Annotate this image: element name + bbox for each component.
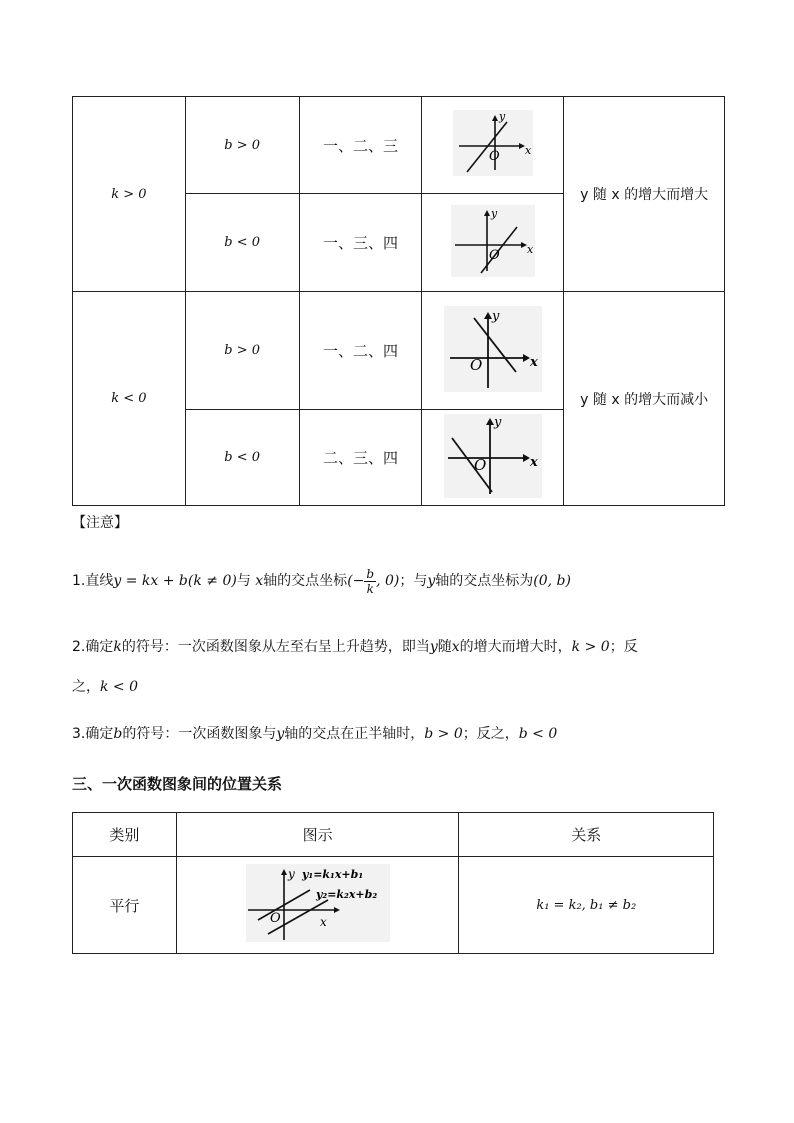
graph-cell bbox=[422, 194, 564, 292]
position-relation-table bbox=[72, 812, 714, 954]
text: 轴的交点坐标为 bbox=[435, 573, 534, 589]
graph-cell bbox=[176, 857, 459, 954]
graph-k-pos-b-pos bbox=[453, 110, 533, 176]
numerator: b bbox=[366, 566, 375, 581]
graph-cell bbox=[422, 410, 564, 506]
text: 的符号：一次函数图象与 bbox=[122, 726, 277, 742]
b-condition-cell: b < 0 bbox=[185, 410, 299, 506]
variable: b bbox=[113, 726, 123, 742]
denominator: k bbox=[366, 581, 374, 596]
y-axis-label: y bbox=[491, 308, 500, 324]
graph-k-neg-b-pos bbox=[444, 306, 542, 392]
text: 2.确定 bbox=[72, 639, 114, 655]
graph-k-pos-b-neg bbox=[451, 205, 535, 277]
x-axis-label: x bbox=[529, 354, 538, 370]
variable: y bbox=[427, 573, 436, 589]
x-axis-label: x bbox=[524, 144, 532, 157]
text: 与 bbox=[236, 573, 251, 589]
linear-function-table bbox=[72, 96, 725, 506]
variable: y bbox=[276, 726, 285, 742]
y-axis-label: y bbox=[493, 414, 502, 430]
note-item-3 bbox=[72, 723, 557, 743]
equation: y = kx + b(k ≠ 0) bbox=[113, 573, 237, 589]
x-axis-label: x bbox=[526, 242, 534, 256]
x-axis-label: x bbox=[319, 915, 327, 929]
header-relation: 关系 bbox=[459, 813, 714, 857]
graph-cell bbox=[422, 97, 564, 194]
variable: x bbox=[451, 639, 460, 655]
text: 的符号：一次函数图象从左至右呈上升趋势，即当 bbox=[121, 639, 430, 655]
variable: k bbox=[113, 639, 122, 655]
text: ；反之， bbox=[462, 726, 519, 742]
quadrants-cell: 一、二、四 bbox=[299, 292, 422, 410]
text: 1.直线 bbox=[72, 573, 114, 589]
note-item-2-cont bbox=[72, 676, 138, 696]
header-graph: 图示 bbox=[176, 813, 459, 857]
quadrants-cell: 一、二、三 bbox=[299, 97, 422, 194]
section-heading: 三、一次函数图象间的位置关系 bbox=[72, 775, 283, 793]
quadrants-cell: 二、三、四 bbox=[299, 410, 422, 506]
text: 的增大而增大时， bbox=[459, 639, 572, 655]
property-decreasing: y 随 x 的增大而减小 bbox=[564, 292, 725, 506]
origin-label: O bbox=[269, 911, 281, 926]
text: 轴的交点坐标 bbox=[263, 573, 348, 589]
b-condition-cell: b > 0 bbox=[185, 97, 299, 194]
relation-cell: k₁ = k₂, b₁ ≠ b₂ bbox=[459, 857, 714, 954]
condition: b < 0 bbox=[518, 726, 558, 742]
coordinate: (0, b) bbox=[533, 573, 571, 589]
k-positive-cell: k > 0 bbox=[73, 97, 186, 292]
b-condition-cell: b > 0 bbox=[185, 292, 299, 410]
origin-label: O bbox=[469, 355, 483, 374]
y-axis-label: y bbox=[287, 867, 295, 881]
condition: k > 0 bbox=[571, 639, 610, 655]
line-1-label: y₁=k₁x+b₁ bbox=[301, 868, 363, 881]
text: ；反 bbox=[609, 639, 638, 655]
b-condition-cell: b < 0 bbox=[185, 194, 299, 292]
line-2-label: y₂=k₂x+b₂ bbox=[315, 888, 377, 901]
fraction-b-over-k bbox=[364, 567, 376, 596]
condition: k < 0 bbox=[100, 679, 139, 695]
origin-label: O bbox=[488, 149, 500, 164]
quadrants-cell: 一、三、四 bbox=[299, 194, 422, 292]
y-axis-label: y bbox=[490, 206, 498, 220]
y-axis-label: y bbox=[498, 110, 506, 123]
variable: x bbox=[255, 573, 264, 589]
text: 之， bbox=[72, 679, 100, 695]
note-item-1 bbox=[72, 566, 571, 596]
origin-label: O bbox=[488, 247, 500, 263]
origin-label: O bbox=[473, 455, 487, 474]
graph-k-neg-b-neg bbox=[444, 414, 542, 498]
x-axis-label: x bbox=[529, 454, 538, 470]
coordinate: , 0) bbox=[376, 573, 400, 589]
k-negative-cell: k < 0 bbox=[73, 292, 186, 506]
condition: b > 0 bbox=[424, 726, 463, 742]
variable: y bbox=[429, 639, 438, 655]
graph-cell bbox=[422, 292, 564, 410]
note-item-2 bbox=[72, 636, 638, 656]
property-increasing: y 随 x 的增大而增大 bbox=[564, 97, 725, 292]
text: ；与 bbox=[399, 573, 428, 589]
note-title: 【注意】 bbox=[72, 515, 128, 531]
text: 轴的交点在正半轴时， bbox=[284, 726, 425, 742]
text: 随 bbox=[437, 639, 452, 655]
category-cell: 平行 bbox=[73, 857, 177, 954]
parallel-lines-graph bbox=[246, 864, 390, 942]
text: 3.确定 bbox=[72, 726, 114, 742]
coordinate: (− bbox=[347, 573, 365, 589]
header-category: 类别 bbox=[73, 813, 177, 857]
